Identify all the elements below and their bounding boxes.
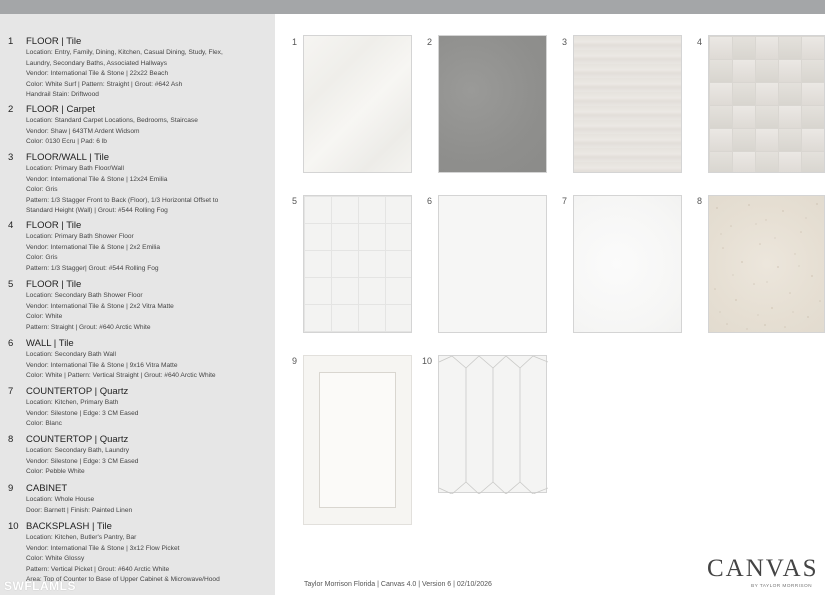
spec-title: COUNTERTOP | Quartz: [26, 434, 129, 445]
spec-line: Area: Top of Counter to Base of Upper Cabinet & Microwave/Hood: [26, 576, 220, 584]
swatch-number-2: 2: [427, 37, 433, 47]
spec-line: Location: Secondary Bath Wall: [26, 351, 116, 358]
spec-item-6: [8, 338, 270, 382]
spec-line: Vendor: Shaw | 643TM Ardent Widsom: [26, 127, 140, 135]
logo-byline: BY TAYLOR MORRISON: [751, 584, 812, 589]
spec-line: Pattern: 1/3 Stagger| Grout: #544 Rolling Fog: [26, 264, 159, 272]
spec-line: Location: Kitchen, Primary Bath: [26, 399, 119, 406]
spec-line: Vendor: International Tile & Stone | 2x2 Emilia: [26, 243, 161, 251]
spec-line: Color: White Surf | Pattern: Straight | Grout: #642 Ash: [26, 80, 183, 88]
spec-title: CABINET: [26, 483, 68, 494]
spec-line: Pattern: Straight | Grout: #640 Arctic White: [26, 323, 151, 331]
swatch-number-7: 7: [562, 196, 568, 206]
spec-number: 4: [8, 220, 14, 231]
spec-number: 8: [8, 434, 14, 445]
spec-title: FLOOR | Tile: [26, 36, 82, 47]
spec-line: Color: Blanc: [26, 420, 62, 428]
spec-line: Color: White Glossy: [26, 555, 85, 563]
spec-title: COUNTERTOP | Quartz: [26, 386, 129, 397]
spec-line: Color: Gris: [26, 186, 58, 194]
spec-number: 6: [8, 338, 14, 349]
spec-item-2: [8, 104, 270, 148]
spec-line: Color: Gris: [26, 254, 58, 262]
spec-line: Color: White | Pattern: Vertical Straight | Grout: #640 Arctic White: [26, 372, 216, 380]
spec-line: Vendor: Silestone | Edge: 3 CM Eased: [26, 409, 139, 417]
spec-number: 9: [8, 483, 14, 494]
spec-item-5: [8, 279, 270, 333]
speckle-texture: [709, 196, 825, 334]
spec-number: 7: [8, 386, 14, 397]
spec-line: Color: White: [26, 313, 63, 321]
spec-line: Door: Barnett | Finish: Painted Linen: [26, 506, 133, 514]
spec-item-1: [8, 36, 270, 101]
spec-line: Pattern: Vertical Picket | Grout: #640 Arctic White: [26, 565, 170, 573]
spec-title: FLOOR | Tile: [26, 220, 82, 231]
spec-line: Location: Whole House: [26, 496, 95, 503]
spec-item-8: [8, 434, 270, 478]
spec-line: Location: Standard Carpet Locations, Bedrooms, Staircase: [26, 117, 198, 124]
spec-number: 10: [8, 521, 19, 532]
spec-title: FLOOR | Tile: [26, 279, 82, 290]
watermark-text: SWFLAMLS: [4, 579, 76, 593]
swatch-number-6: 6: [427, 196, 433, 206]
spec-line: Color: Pebble White: [26, 468, 85, 476]
spec-title: BACKSPLASH | Tile: [26, 521, 112, 532]
swatch-number-1: 1: [292, 37, 298, 47]
swatch-backsplash-picket: [438, 355, 547, 493]
top-bar: [0, 0, 825, 14]
spec-line: Vendor: International Tile & Stone | 3x12 Flow Picket: [26, 544, 180, 552]
swatch-secondary-bath-wall: [438, 195, 547, 333]
spec-line: Vendor: Silestone | Edge: 3 CM Eased: [26, 457, 139, 465]
spec-title: WALL | Tile: [26, 338, 74, 349]
spec-sidebar: [0, 14, 275, 595]
spec-number: 2: [8, 104, 14, 115]
swatch-primary-bath-tile: [573, 35, 682, 173]
spec-line: Vendor: International Tile & Stone | 22x22 Beach: [26, 70, 169, 78]
spec-line: Vendor: International Tile & Stone | 12x24 Emilia: [26, 175, 168, 183]
spec-line: Location: Kitchen, Butler's Pantry, Bar: [26, 534, 137, 541]
swatch-number-8: 8: [697, 196, 703, 206]
cabinet-door-panel: [319, 372, 396, 508]
spec-line: Location: Primary Bath Shower Floor: [26, 233, 134, 240]
logo-wordmark: CANVAS: [707, 555, 819, 582]
spec-title: FLOOR/WALL | Tile: [26, 152, 110, 163]
spec-line: Laundry, Secondary Baths, Associated Hallways: [26, 59, 167, 67]
spec-item-9: [8, 483, 270, 516]
footer-text: Taylor Morrison Florida | Canvas 4.0 | Version 6 | 02/10/2026: [304, 581, 492, 588]
spec-line: Standard Height (Wall) | Grout: #544 Rolling Fog: [26, 207, 168, 215]
swatch-shower-floor-mosaic: [708, 35, 825, 173]
swatch-number-5: 5: [292, 196, 298, 206]
swatch-number-9: 9: [292, 356, 298, 366]
spec-item-4: [8, 220, 270, 274]
swatch-quartz-pebble-white: [708, 195, 825, 333]
spec-line: Vendor: International Tile & Stone | 2x2 Vitra Matte: [26, 302, 174, 310]
spec-line: Color: 0130 Ecru | Pad: 6 lb: [26, 138, 107, 146]
swatch-secondary-shower-floor: [303, 195, 412, 333]
spec-number: 5: [8, 279, 14, 290]
swatch-carpet: [438, 35, 547, 173]
spec-item-10: [8, 521, 270, 586]
spec-number: 1: [8, 36, 14, 47]
swatch-quartz-blanc: [573, 195, 682, 333]
spec-line: Location: Entry, Family, Dining, Kitchen, Casual Dining, Study, Flex,: [26, 49, 223, 56]
spec-line: Handrail Stain: Driftwood: [26, 91, 99, 99]
spec-item-3: [8, 152, 270, 217]
swatch-number-10: 10: [422, 356, 433, 366]
spec-line: Vendor: International Tile & Stone | 9x16 Vitra Matte: [26, 361, 178, 369]
spec-number: 3: [8, 152, 14, 163]
swatch-cabinet-door: [303, 355, 412, 525]
swatch-floor-tile-beach: [303, 35, 412, 173]
swatch-number-3: 3: [562, 37, 568, 47]
spec-title: FLOOR | Carpet: [26, 104, 95, 115]
picket-pattern: [439, 356, 548, 494]
spec-line: Location: Primary Bath Floor/Wall: [26, 165, 124, 172]
canvas-logo: [707, 555, 819, 593]
spec-line: Location: Secondary Bath, Laundry: [26, 447, 130, 454]
spec-item-7: [8, 386, 270, 430]
swatch-number-4: 4: [697, 37, 703, 47]
spec-line: Location: Secondary Bath Shower Floor: [26, 292, 143, 299]
spec-line: Pattern: 1/3 Stagger Front to Back (Floor), 1/3 Horizontal Offset to: [26, 196, 219, 204]
